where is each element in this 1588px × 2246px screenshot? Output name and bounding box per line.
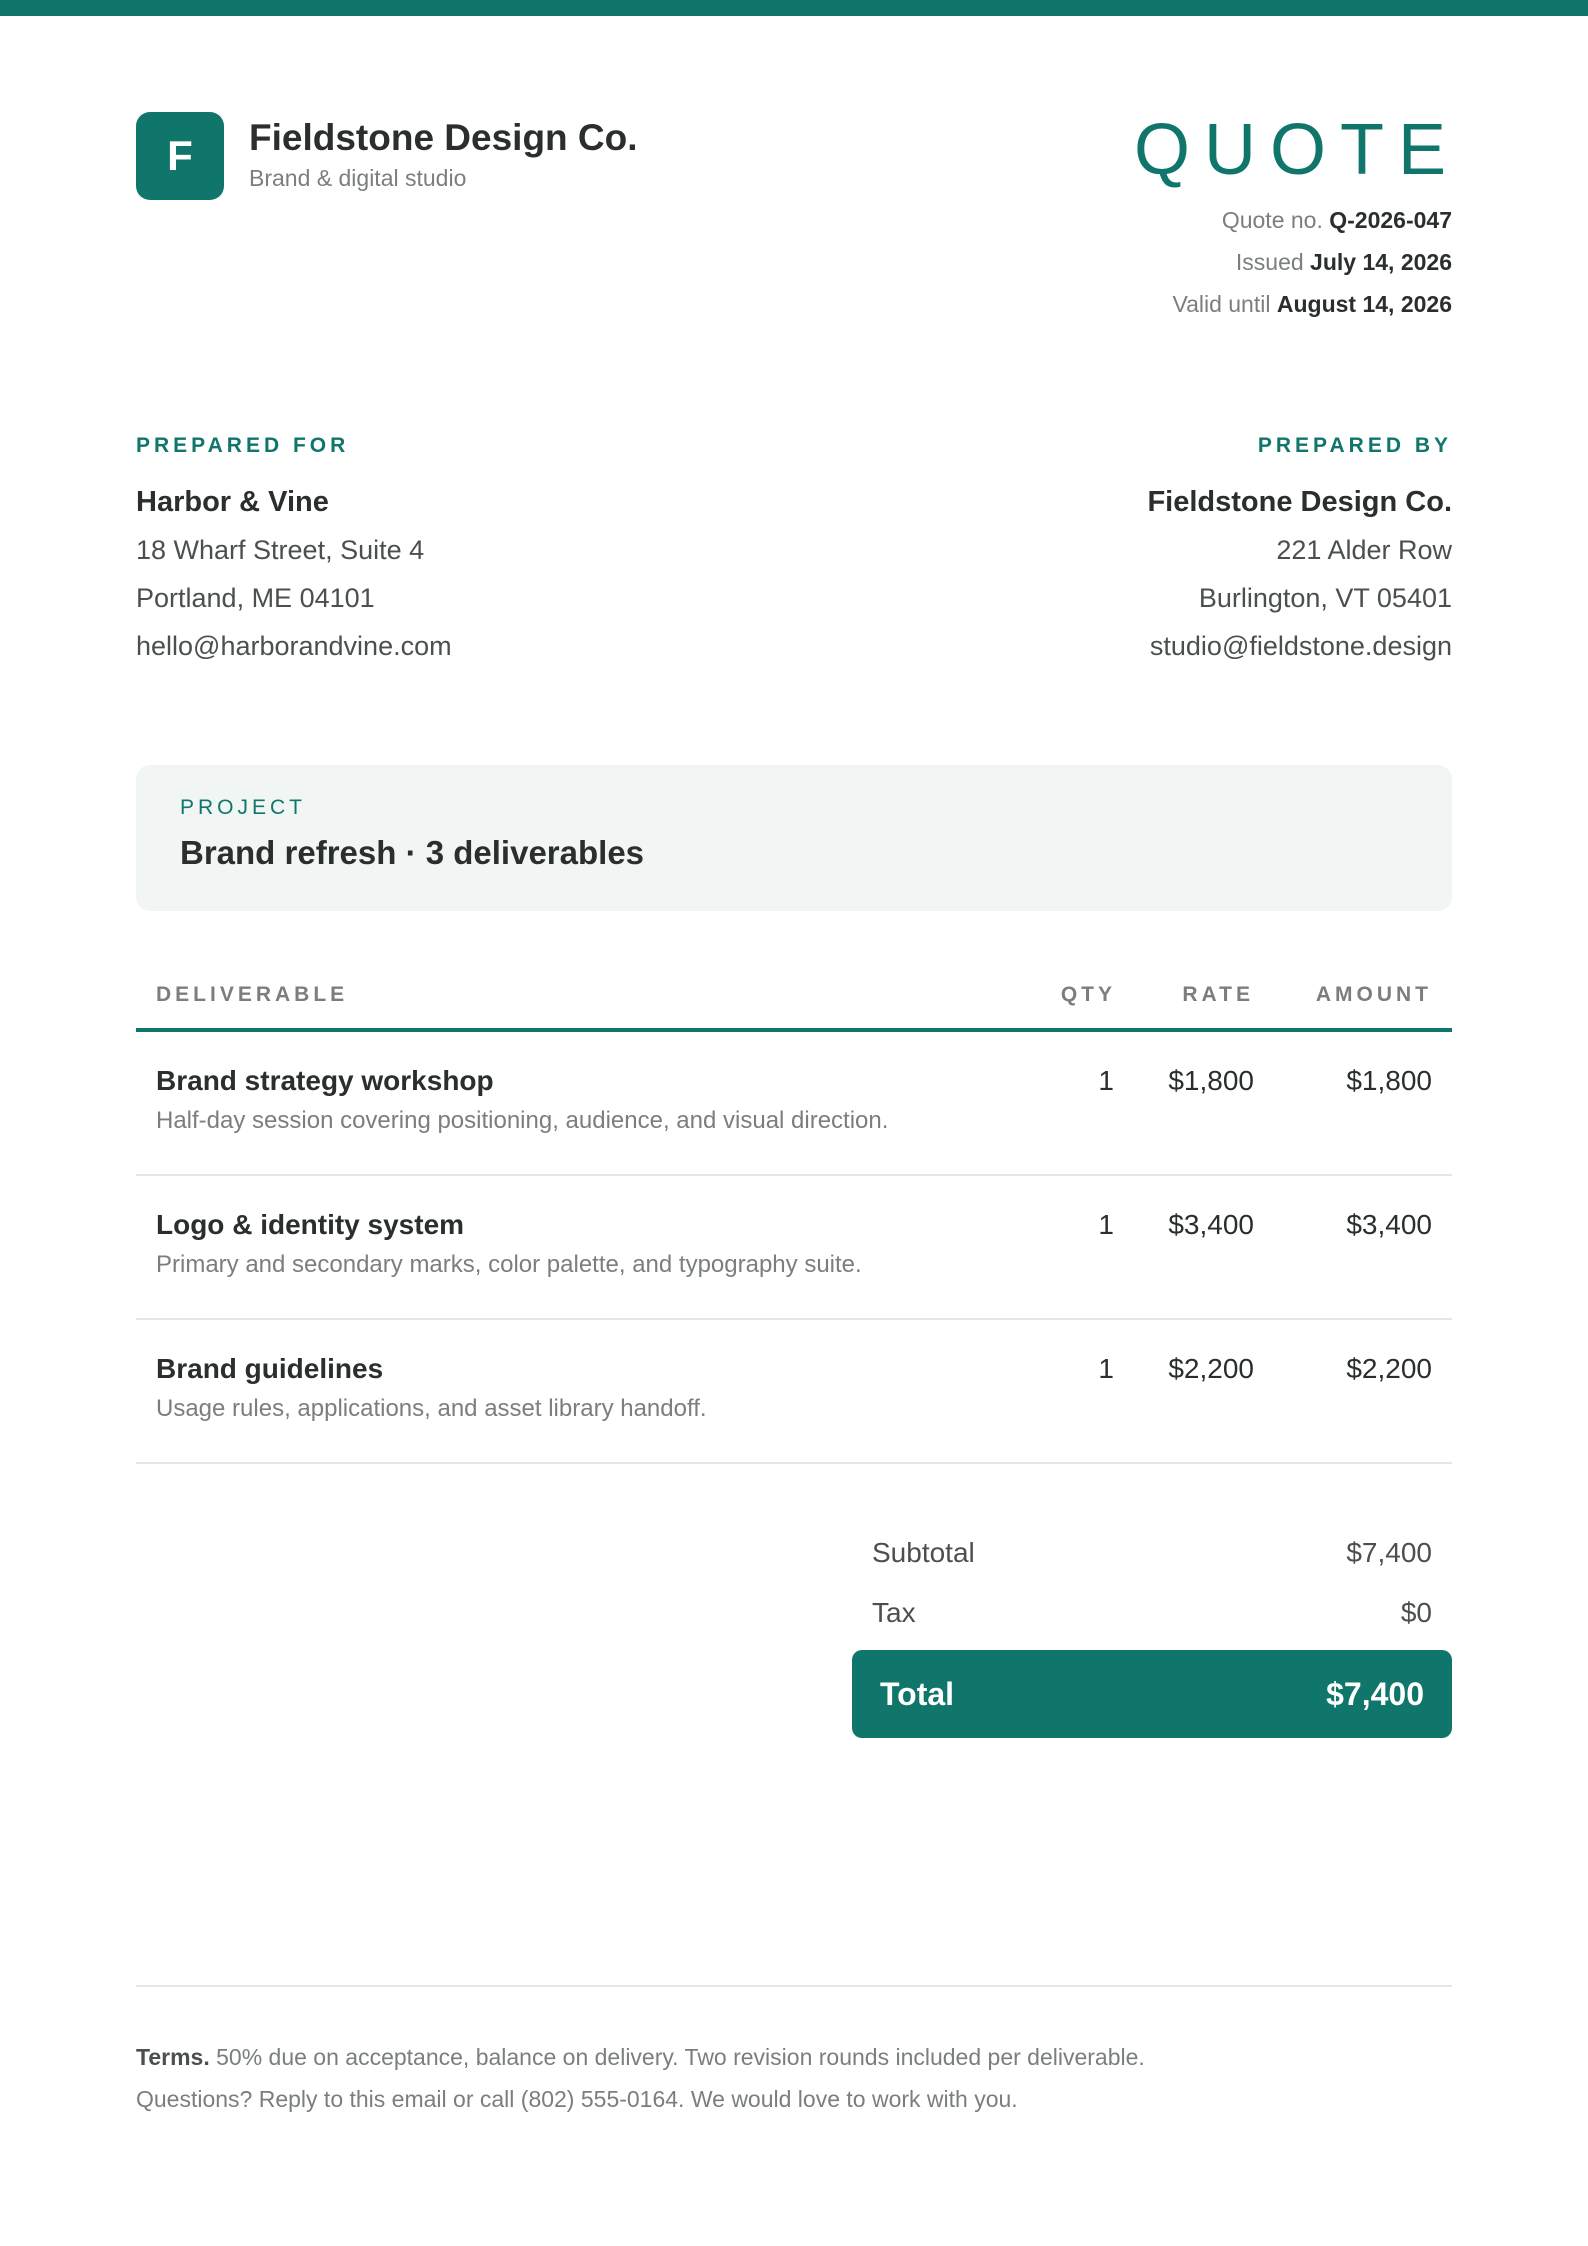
total-label: Total bbox=[880, 1676, 955, 1712]
quote-number-value: Q-2026-047 bbox=[1329, 207, 1452, 233]
table-row bbox=[136, 1320, 1452, 1464]
valid-until-value: August 14, 2026 bbox=[1276, 291, 1452, 317]
prepared-for-block bbox=[136, 433, 736, 663]
deliverables-table bbox=[136, 970, 1452, 1464]
deliverable-description: Usage rules, applications, and asset library handoff. bbox=[156, 1395, 707, 1422]
deliverable-amount: $2,200 bbox=[1346, 1353, 1432, 1384]
terms-label: Terms. bbox=[136, 2044, 210, 2070]
client-address-line1: 18 Wharf Street, Suite 4 bbox=[136, 535, 425, 565]
footer-divider bbox=[136, 1985, 1452, 1987]
valid-until-date bbox=[1134, 290, 1452, 318]
prepared-by-block bbox=[852, 433, 1452, 663]
quote-number-label: Quote no. bbox=[1221, 207, 1323, 233]
total-row bbox=[852, 1650, 1452, 1738]
client-address-line2: Portland, ME 04101 bbox=[136, 583, 375, 613]
tax-value: $0 bbox=[1400, 1597, 1432, 1628]
deliverable-description: Primary and secondary marks, color palette, and typography suite. bbox=[156, 1251, 862, 1278]
deliverable-amount: $3,400 bbox=[1346, 1209, 1432, 1240]
footer-terms bbox=[136, 2036, 1452, 2120]
vendor-name: Fieldstone Design Co. bbox=[1147, 486, 1452, 518]
issued-value: July 14, 2026 bbox=[1310, 249, 1452, 275]
company-name: Fieldstone Design Co. bbox=[249, 117, 638, 158]
issued-date bbox=[1134, 248, 1452, 276]
total-value: $7,400 bbox=[1326, 1676, 1424, 1712]
header-qty: QTY bbox=[1060, 983, 1116, 1006]
terms-text: 50% due on acceptance, balance on delivery. Two revision rounds included per deliverable. bbox=[216, 2044, 1145, 2070]
subtotal-row bbox=[852, 1526, 1452, 1586]
terms-line bbox=[136, 2036, 1452, 2078]
header-amount: AMOUNT bbox=[1315, 983, 1432, 1006]
project-summary bbox=[136, 765, 1452, 911]
subtotal-label: Subtotal bbox=[872, 1537, 975, 1568]
deliverable-qty: 1 bbox=[1098, 1209, 1114, 1240]
valid-until-label: Valid until bbox=[1172, 291, 1271, 317]
company-logo bbox=[136, 112, 224, 200]
document-meta bbox=[1133, 108, 1460, 318]
deliverable-title: Brand strategy workshop bbox=[156, 1065, 494, 1096]
vendor-email: studio@fieldstone.design bbox=[1149, 631, 1452, 661]
deliverable-title: Brand guidelines bbox=[156, 1353, 384, 1384]
deliverable-rate: $1,800 bbox=[1168, 1065, 1254, 1096]
deliverable-rate: $2,200 bbox=[1168, 1353, 1254, 1384]
deliverable-qty: 1 bbox=[1098, 1353, 1114, 1384]
deliverable-description: Half-day session covering positioning, audience, and visual direction. bbox=[156, 1107, 889, 1134]
document-title: QUOTE bbox=[1133, 110, 1460, 190]
quote-document bbox=[136, 0, 1460, 2246]
issued-label: Issued bbox=[1235, 249, 1304, 275]
deliverable-title: Logo & identity system bbox=[156, 1209, 465, 1240]
totals-block bbox=[852, 1526, 1452, 1738]
logo-letter: F bbox=[167, 132, 193, 179]
tax-label: Tax bbox=[872, 1597, 916, 1628]
project-title: Brand refresh · 3 deliverables bbox=[180, 834, 645, 871]
table-row bbox=[136, 1032, 1452, 1176]
prepared-by-label: PREPARED BY bbox=[1257, 434, 1452, 457]
table-header bbox=[136, 970, 1452, 1032]
quote-number bbox=[1134, 206, 1452, 234]
deliverable-rate: $3,400 bbox=[1168, 1209, 1254, 1240]
deliverable-qty: 1 bbox=[1098, 1065, 1114, 1096]
header-deliverable: DELIVERABLE bbox=[156, 983, 349, 1006]
table-row bbox=[136, 1176, 1452, 1320]
vendor-address-line1: 221 Alder Row bbox=[1276, 535, 1452, 565]
project-label: PROJECT bbox=[180, 796, 307, 819]
company-tagline: Brand & digital studio bbox=[249, 165, 467, 191]
subtotal-value: $7,400 bbox=[1346, 1537, 1432, 1568]
company-brand bbox=[136, 112, 638, 200]
brand-text bbox=[249, 116, 638, 192]
deliverable-amount: $1,800 bbox=[1346, 1065, 1432, 1096]
client-email: hello@harborandvine.com bbox=[136, 631, 452, 661]
client-name: Harbor & Vine bbox=[136, 486, 329, 518]
header-rate: RATE bbox=[1182, 983, 1254, 1006]
contact-line: Questions? Reply to this email or call (802) 555-0164. We would love to work with you. bbox=[136, 2086, 1018, 2112]
tax-row bbox=[852, 1586, 1452, 1646]
prepared-for-label: PREPARED FOR bbox=[136, 434, 350, 457]
vendor-address-line2: Burlington, VT 05401 bbox=[1198, 583, 1452, 613]
